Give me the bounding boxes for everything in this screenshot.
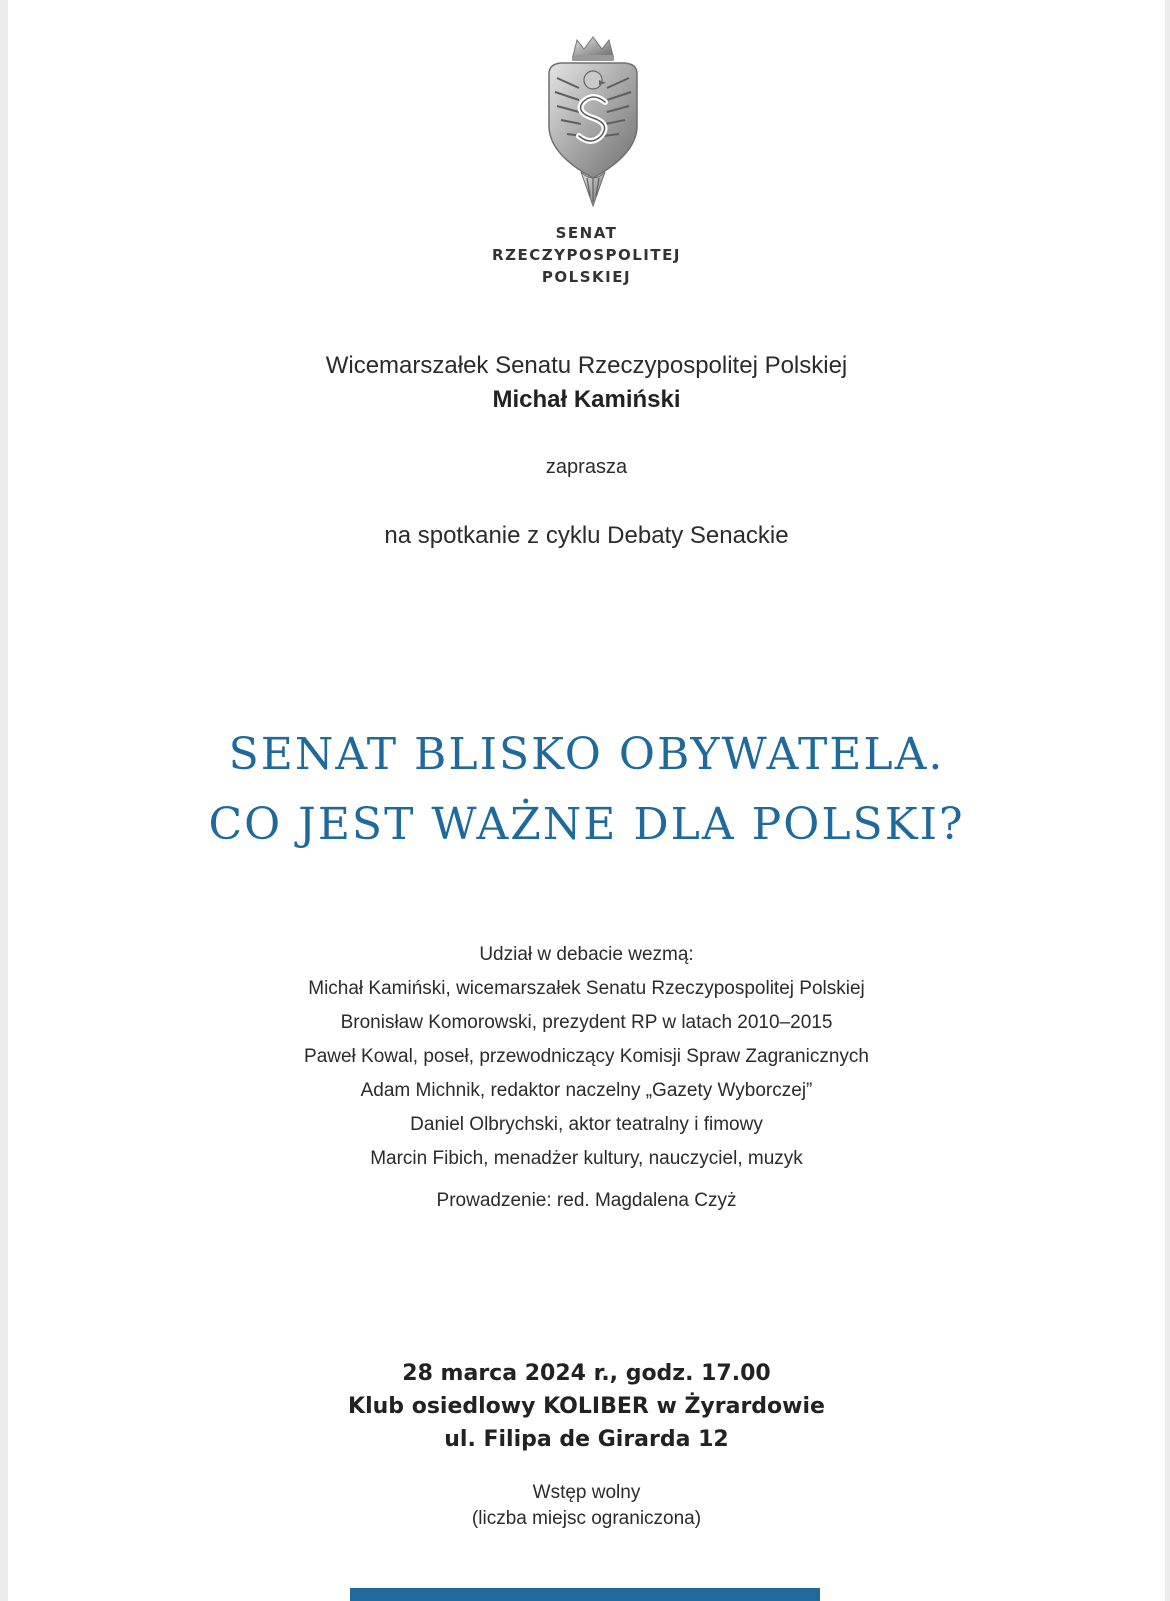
senate-name-line-2: RZECZYPOSPOLITEJ	[492, 246, 681, 264]
host-title: Wicemarszałek Senatu Rzeczypospolitej Polskiej	[325, 352, 848, 379]
participant-item: Bronisław Komorowski, prezydent RP w latach 2010–2015	[340, 1012, 833, 1033]
event-type: na spotkanie z cyklu Debaty Senackie	[384, 522, 789, 549]
senate-name-line-3: POLSKIEJ	[541, 268, 632, 286]
moderator: Prowadzenie: red. Magdalena Czyż	[436, 1190, 737, 1211]
senate-name-line-1: SENAT	[555, 224, 618, 242]
admission-info	[8, 1480, 1165, 1532]
admission-line-1: Wstęp wolny	[532, 1482, 641, 1503]
invitation-page	[8, 0, 1165, 1601]
participant-item: Daniel Olbrychski, aktor teatralny i fimowy	[410, 1114, 763, 1135]
headline-line-1: SENAT BLISKO OBYWATELA.	[228, 729, 945, 780]
event-address: ul. Filipa de Girarda 12	[444, 1427, 729, 1452]
participants-list	[8, 938, 1165, 1176]
crowned-eagle-emblem-icon	[539, 36, 647, 208]
headline-line-2: CO JEST WAŻNE DLA POLSKI?	[208, 799, 965, 850]
participant-item: Marcin Fibich, menadżer kultury, nauczyciel, muzyk	[370, 1148, 803, 1169]
event-venue: Klub osiedlowy KOLIBER w Żyrardowie	[348, 1394, 825, 1419]
participant-item: Michał Kamiński, wicemarszałek Senatu Rzeczypospolitej Polskiej	[308, 978, 865, 999]
host-name: Michał Kamiński	[492, 386, 681, 413]
footer-accent-bar	[350, 1588, 820, 1601]
senate-name	[8, 222, 1165, 288]
participant-item: Adam Michnik, redaktor naczelny „Gazety Wyborczej”	[360, 1080, 813, 1101]
participants-heading: Udział w debacie wezmą:	[479, 944, 694, 965]
admission-line-2: (liczba miejsc ograniczona)	[471, 1508, 702, 1529]
invite-text: zaprasza	[545, 456, 628, 478]
debate-headline	[8, 720, 1165, 860]
event-details	[8, 1357, 1165, 1456]
participant-item: Paweł Kowal, poseł, przewodniczący Komisji Spraw Zagranicznych	[304, 1046, 869, 1067]
event-datetime: 28 marca 2024 r., godz. 17.00	[402, 1361, 771, 1386]
